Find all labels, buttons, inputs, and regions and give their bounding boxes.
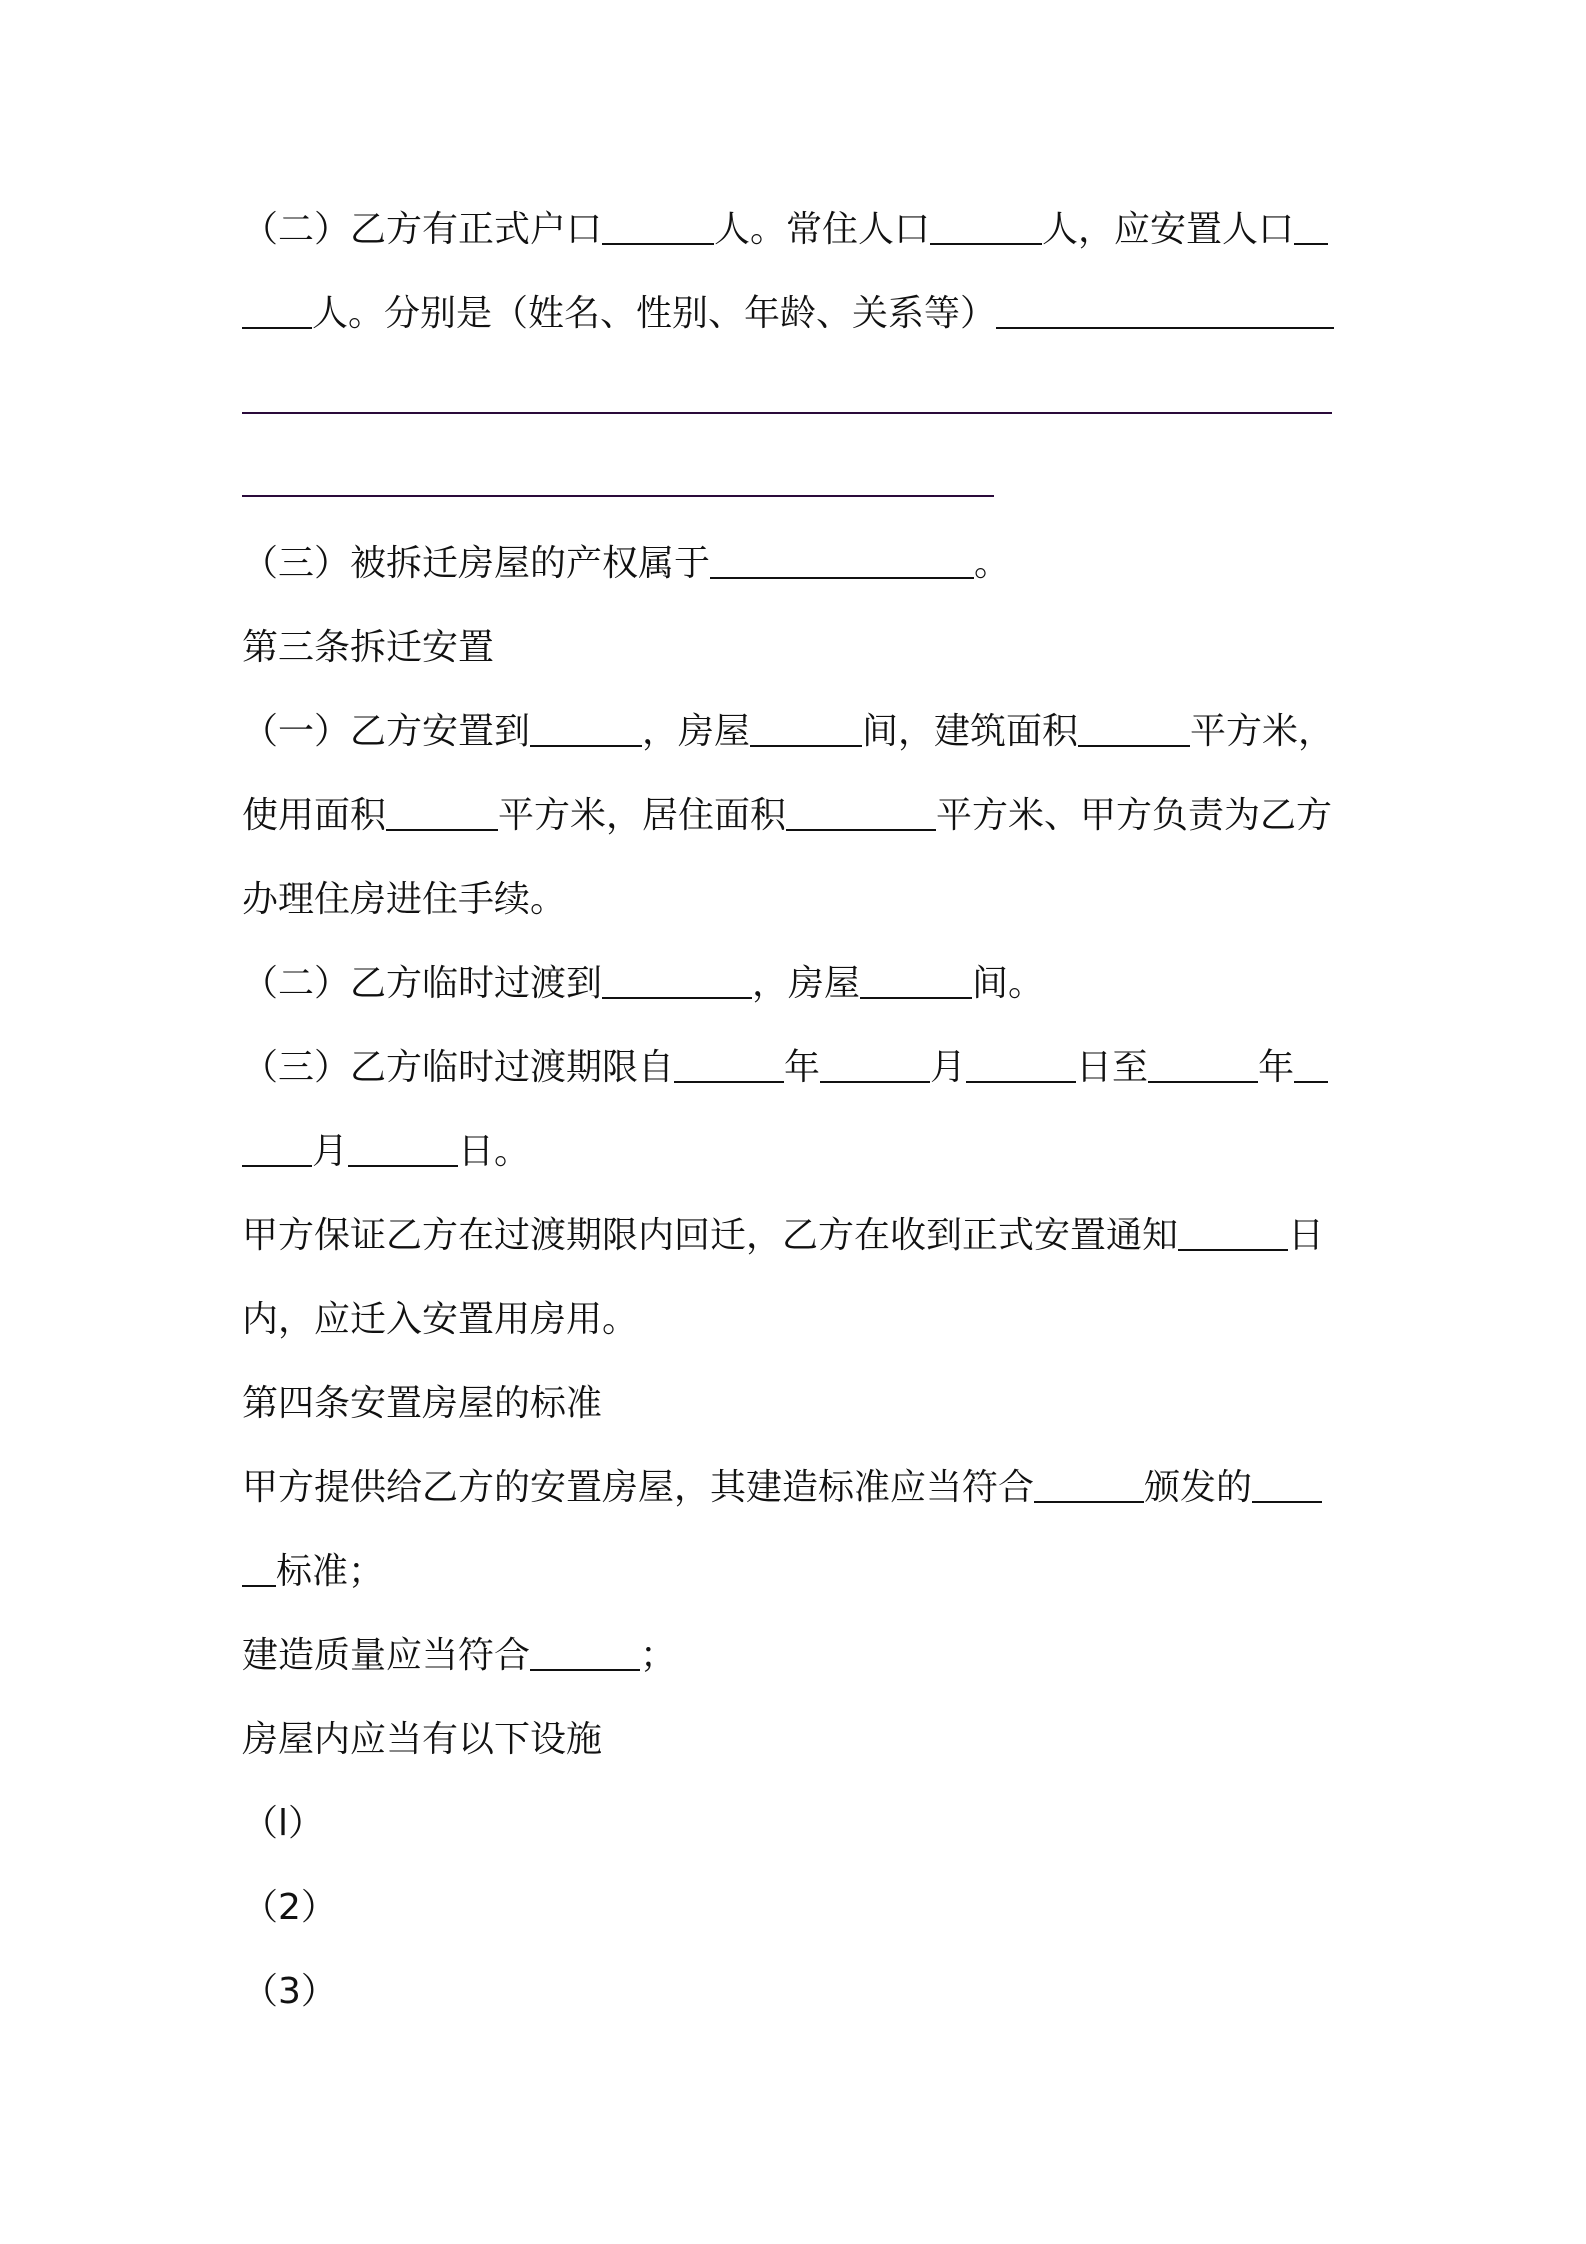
blank-field[interactable] <box>966 1043 1076 1083</box>
blank-field[interactable] <box>602 959 752 999</box>
standard-end-line: 标准； <box>242 1542 384 1602</box>
procedure-line: 办理住房进住手续。 <box>242 879 567 920</box>
fill-in-rule[interactable] <box>242 412 1332 414</box>
blank-field[interactable] <box>1294 1043 1328 1083</box>
blank-field[interactable] <box>930 205 1042 245</box>
blank-field[interactable] <box>1148 1043 1258 1083</box>
blank-field[interactable] <box>786 791 936 831</box>
return-guarantee-line: 甲方保证乙方在过渡期限内回迁，乙方在收到正式安置通知 日 <box>242 1206 1324 1266</box>
transition-period-line: （三）乙方临时过渡期限自 年 月 日至 年 <box>242 1038 1328 1098</box>
transition-line: （二）乙方临时过渡到 ，房屋 间。 <box>242 954 1044 1014</box>
resettlement-line: （一）乙方安置到 ，房屋 间，建筑面积 平方米， <box>242 702 1334 762</box>
blank-field[interactable] <box>860 959 972 999</box>
blank-field[interactable] <box>530 1631 640 1671</box>
blank-field[interactable] <box>674 1043 784 1083</box>
standard-line: 甲方提供给乙方的安置房屋，其建造标准应当符合 颁发的 <box>242 1458 1322 1518</box>
property-ownership-line: （三）被拆迁房屋的产权属于 。 <box>242 534 1010 594</box>
blank-field[interactable] <box>1078 707 1190 747</box>
quality-line: 建造质量应当符合 ； <box>242 1626 676 1686</box>
blank-field[interactable] <box>348 1127 458 1167</box>
transition-period-end-line: 月 日。 <box>242 1122 530 1182</box>
blank-field[interactable] <box>710 539 974 579</box>
blank-field[interactable] <box>1178 1211 1288 1251</box>
blank-field[interactable] <box>820 1043 930 1083</box>
facility-item-1: （l） <box>242 1803 325 1844</box>
household-line: （二）乙方有正式户口 人。常住人口 人，应安置人口 <box>242 200 1328 260</box>
facility-item-2: （2） <box>242 1887 337 1928</box>
area-line: 使用面积 平方米，居住面积 平方米、甲方负责为乙方 <box>242 786 1332 846</box>
move-in-line: 内，应迁入安置用房用。 <box>242 1299 639 1340</box>
blank-field[interactable] <box>386 791 498 831</box>
facility-item-3: （3） <box>242 1971 337 2012</box>
article-4-heading: 第四条安置房屋的标准 <box>242 1383 603 1424</box>
blank-field[interactable] <box>530 707 642 747</box>
household-members-line: 人。分别是（姓名、性别、年龄、关系等） <box>242 284 1334 344</box>
blank-field[interactable] <box>1294 205 1328 245</box>
fill-in-rule[interactable] <box>242 495 994 497</box>
blank-field[interactable] <box>242 1127 312 1167</box>
article-3-heading: 第三条拆迁安置 <box>242 627 495 668</box>
blank-field[interactable] <box>242 289 312 329</box>
blank-field[interactable] <box>750 707 862 747</box>
blank-field[interactable] <box>242 1547 276 1587</box>
blank-field[interactable] <box>996 289 1334 329</box>
facilities-heading: 房屋内应当有以下设施 <box>242 1719 603 1760</box>
blank-field[interactable] <box>1252 1463 1322 1503</box>
blank-field[interactable] <box>602 205 714 245</box>
blank-field[interactable] <box>1034 1463 1144 1503</box>
